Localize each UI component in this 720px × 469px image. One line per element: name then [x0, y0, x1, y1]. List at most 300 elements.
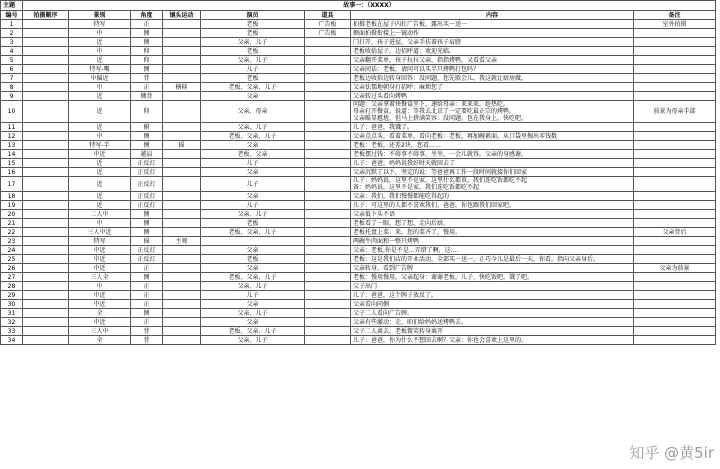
- cell-prop: [305, 318, 351, 327]
- table-row: [1, 20, 716, 29]
- cell-note: [634, 210, 716, 219]
- cell-no: 16: [1, 168, 23, 177]
- cell-no: 28: [1, 282, 23, 291]
- theme-label: 主题: [1, 1, 23, 11]
- cell-content: [351, 150, 634, 159]
- cell-prop: [305, 282, 351, 291]
- content-line: 两碗牛肉面和一整只烤鸭: [353, 237, 420, 245]
- cell-no: 33: [1, 327, 23, 336]
- cell-move: [163, 177, 201, 192]
- cell-content: [351, 318, 634, 327]
- table-row: [1, 168, 716, 177]
- content-line: 父亲低下头不语: [353, 210, 396, 218]
- cell-order: [23, 56, 69, 65]
- cell-angle: 正反打: [131, 246, 163, 255]
- cell-angle: 摇: [131, 237, 163, 246]
- cell-no: 1: [1, 20, 23, 29]
- header-shot: 景别: [69, 11, 131, 20]
- cell-shot: 近: [69, 101, 131, 123]
- cell-move: [163, 309, 201, 318]
- cell-move: [163, 201, 201, 210]
- cell-move: [163, 300, 201, 309]
- cell-shot: 近: [69, 201, 131, 210]
- cell-content: [351, 309, 634, 318]
- cell-angle: 正反打: [131, 192, 163, 201]
- cell-angle: 侧: [131, 65, 163, 74]
- cell-note: 前景为母亲手部: [634, 101, 716, 123]
- cell-prop: [305, 192, 351, 201]
- cell-order: [23, 192, 69, 201]
- cell-angle: 侧: [131, 29, 163, 38]
- cell-angle: 正: [131, 83, 163, 92]
- cell-content: [351, 237, 634, 246]
- cell-shot: 近: [69, 123, 131, 132]
- cell-content: [351, 273, 634, 282]
- content-line: 老板托盘上菜：来，您的菜齐了，慢用。: [353, 228, 462, 236]
- cell-order: [23, 291, 69, 300]
- cell-prop: [305, 228, 351, 237]
- cell-prop: [305, 168, 351, 177]
- content-line: 老板收拾屋子，边招呼道：欢迎光临。: [353, 47, 456, 55]
- cell-note: [634, 132, 716, 141]
- cell-shot: 中近: [69, 150, 131, 159]
- table-row: [1, 74, 716, 83]
- cell-move: 横移: [163, 83, 201, 92]
- cell-no: 23: [1, 237, 23, 246]
- cell-shot: 中近: [69, 300, 131, 309]
- cell-note: [634, 327, 716, 336]
- cell-actor: 父亲: [201, 192, 305, 201]
- cell-order: [23, 101, 69, 123]
- cell-move: [163, 192, 201, 201]
- cell-note: [634, 168, 716, 177]
- cell-angle: 背: [131, 74, 163, 83]
- cell-prop: [305, 300, 351, 309]
- cell-prop: [305, 159, 351, 168]
- cell-shot: 近: [69, 177, 131, 192]
- cell-content: [351, 123, 634, 132]
- cell-no: 22: [1, 228, 23, 237]
- cell-note: [634, 123, 716, 132]
- cell-move: [163, 336, 201, 345]
- cell-content: [351, 168, 634, 177]
- header-order: 拍摄顺序: [23, 11, 69, 20]
- cell-move: [163, 210, 201, 219]
- cell-note: [634, 318, 716, 327]
- table-row: [1, 309, 716, 318]
- cell-content: [351, 177, 634, 192]
- cell-actor: 父亲: [201, 318, 305, 327]
- cell-angle: 侧: [131, 309, 163, 318]
- cell-order: [23, 83, 69, 92]
- header-note: 备注: [634, 11, 716, 20]
- cell-actor: 父亲: [201, 300, 305, 309]
- cell-note: [634, 291, 716, 300]
- table-row: [1, 300, 716, 309]
- cell-content: [351, 132, 634, 141]
- cell-shot: 全: [69, 336, 131, 345]
- cell-no: 2: [1, 29, 23, 38]
- cell-prop: [305, 132, 351, 141]
- header-angle: 角度: [131, 11, 163, 20]
- cell-actor: 儿子: [201, 201, 305, 210]
- cell-shot: 中近: [69, 255, 131, 264]
- cell-angle: 背: [131, 336, 163, 345]
- cell-shot: 三人中: [69, 327, 131, 336]
- cell-order: [23, 336, 69, 345]
- cell-actor: 老板: [201, 29, 305, 38]
- table-row: [1, 264, 716, 273]
- cell-note: [634, 92, 716, 101]
- content-line: 父子二人看向广告牌。: [353, 309, 414, 317]
- cell-shot: 近: [69, 92, 131, 101]
- cell-content: [351, 228, 634, 237]
- cell-no: 7: [1, 74, 23, 83]
- cell-order: [23, 47, 69, 56]
- cell-no: 25: [1, 255, 23, 264]
- table-row: [1, 101, 716, 123]
- cell-order: [23, 201, 69, 210]
- cell-prop: 广告板: [305, 20, 351, 29]
- cell-angle: 侧: [131, 132, 163, 141]
- cell-content: [351, 282, 634, 291]
- cell-move: [163, 65, 201, 74]
- table-row: [1, 273, 716, 282]
- content-line: 父亲点点头，看着菜单，看向老板：老板，再加碗素面。从口袋里掏出零钱数: [353, 132, 558, 140]
- cell-note: [634, 201, 716, 210]
- table-row: [1, 177, 716, 192]
- cell-move: [163, 29, 201, 38]
- cell-prop: [305, 65, 351, 74]
- cell-no: 34: [1, 336, 23, 345]
- table-row: [1, 192, 716, 201]
- cell-order: [23, 219, 69, 228]
- cell-note: 室外拍摄: [634, 20, 716, 29]
- cell-note: [634, 47, 716, 56]
- cell-actor: 老板: [201, 219, 305, 228]
- cell-angle: 正反打: [131, 201, 163, 210]
- cell-move: [163, 264, 201, 273]
- cell-prop: 广告板: [305, 29, 351, 38]
- content-line: 老板摆过钱：不碍事不碍事，坐坐，一会儿就得。父亲的身感谢。: [353, 150, 528, 158]
- cell-content: [351, 83, 634, 92]
- cell-shot: 中: [69, 219, 131, 228]
- cell-no: 20: [1, 210, 23, 219]
- cell-angle: 正: [131, 300, 163, 309]
- cell-order: [23, 255, 69, 264]
- cell-move: [163, 282, 201, 291]
- cell-shot: 中: [69, 47, 131, 56]
- cell-prop: [305, 219, 351, 228]
- cell-actor: 儿子: [201, 159, 305, 168]
- cell-angle: 正: [131, 20, 163, 29]
- cell-no: 10: [1, 101, 23, 123]
- cell-order: [23, 327, 69, 336]
- cell-actor: 儿子: [201, 291, 305, 300]
- cell-angle: 正: [131, 264, 163, 273]
- cell-move: [163, 132, 201, 141]
- cell-angle: 侧: [131, 141, 163, 150]
- cell-angle: 正反打: [131, 168, 163, 177]
- cell-note: [634, 273, 716, 282]
- cell-prop: [305, 150, 351, 159]
- content-line: 侧面拍摄衔接上一镜动作: [353, 29, 420, 37]
- content-line: 问题：父亲拿着快餐盒坐下，递给母亲：来来来，趁热吃。: [353, 101, 510, 108]
- cell-content: [351, 159, 634, 168]
- cell-content: [351, 38, 634, 47]
- story-title: 故事一：（XXXX）: [23, 1, 716, 11]
- cell-prop: [305, 255, 351, 264]
- cell-angle: 侧: [131, 228, 163, 237]
- cell-move: [163, 101, 201, 123]
- table-row: [1, 246, 716, 255]
- cell-prop: [305, 273, 351, 282]
- cell-content: [351, 20, 634, 29]
- cell-content: [351, 47, 634, 56]
- cell-order: [23, 20, 69, 29]
- table-row: [1, 336, 716, 345]
- cell-order: [23, 29, 69, 38]
- content-line: 老板：老板，还差2块，您看……: [353, 141, 441, 149]
- cell-shot: 中近: [69, 246, 131, 255]
- cell-note: [634, 74, 716, 83]
- table-row: [1, 237, 716, 246]
- cell-move: [163, 20, 201, 29]
- cell-move: [163, 168, 201, 177]
- cell-content: [351, 264, 634, 273]
- cell-actor: 老板、父亲、儿子: [201, 228, 305, 237]
- cell-no: 6: [1, 65, 23, 74]
- header-row: [1, 11, 716, 20]
- cell-actor: 父亲: [201, 168, 305, 177]
- cell-actor: 父亲、儿子: [201, 210, 305, 219]
- cell-shot: 近: [69, 56, 131, 65]
- cell-actor: 老板、父亲、儿子: [201, 83, 305, 92]
- cell-prop: [305, 83, 351, 92]
- cell-move: [163, 219, 201, 228]
- header-no: 编号: [1, 11, 23, 20]
- cell-shot: 三人中近: [69, 228, 131, 237]
- cell-actor: 儿子: [201, 65, 305, 74]
- cell-actor: 父亲: [201, 92, 305, 101]
- cell-order: [23, 159, 69, 168]
- cell-move: [163, 246, 201, 255]
- cell-actor: 老板、父亲、儿子: [201, 273, 305, 282]
- cell-shot: 二人中: [69, 210, 131, 219]
- table-row: [1, 141, 716, 150]
- content-line: 父子二人离去，老板微笑转身离开: [353, 327, 444, 335]
- cell-shot: 特写: [69, 20, 131, 29]
- cell-shot: 近: [69, 192, 131, 201]
- cell-prop: [305, 47, 351, 56]
- cell-order: [23, 150, 69, 159]
- cell-shot: 中近: [69, 264, 131, 273]
- cell-shot: 特写-嘴: [69, 65, 131, 74]
- cell-angle: 侧: [131, 210, 163, 219]
- cell-order: [23, 132, 69, 141]
- content-line: 儿子：爸爸，你为什么不想回去啊？父亲：你也会喜欢上这里的。: [353, 336, 528, 344]
- cell-shot: 中: [69, 282, 131, 291]
- cell-angle: 正: [131, 291, 163, 300]
- cell-order: [23, 168, 69, 177]
- cell-angle: 背: [131, 327, 163, 336]
- cell-note: [634, 309, 716, 318]
- cell-content: [351, 65, 634, 74]
- cell-prop: [305, 210, 351, 219]
- table-row: [1, 47, 716, 56]
- cell-note: [634, 300, 716, 309]
- table-row: [1, 38, 716, 47]
- content-line: 拍摄老板在屋子内扛广告板，露出买一送一: [353, 20, 468, 28]
- cell-order: [23, 92, 69, 101]
- cell-note: [634, 38, 716, 47]
- cell-move: [163, 255, 201, 264]
- cell-no: 4: [1, 47, 23, 56]
- cell-content: [351, 327, 634, 336]
- cell-order: [23, 237, 69, 246]
- cell-note: [634, 219, 716, 228]
- cell-content: [351, 219, 634, 228]
- cell-order: [23, 141, 69, 150]
- cell-content: [351, 246, 634, 255]
- cell-no: 15: [1, 159, 23, 168]
- cell-no: 8: [1, 83, 23, 92]
- cell-shot: 中: [69, 132, 131, 141]
- cell-note: [634, 282, 716, 291]
- cell-move: [163, 228, 201, 237]
- content-line: 父亲问话：老板，请问可以买半只烤鸭打包吗？: [353, 65, 480, 73]
- content-line: 儿子：可这里的人都不喜欢我们。爸爸，你也跟我们回家吧。: [353, 201, 516, 209]
- cell-content: [351, 29, 634, 38]
- content-line: 父亲翻开菜单，孩子拉拉父亲，指指烤鸭，又看看父亲: [353, 56, 498, 64]
- cell-content: [351, 141, 634, 150]
- cell-angle: 侧: [131, 38, 163, 47]
- table-row: [1, 92, 716, 101]
- cell-shot: 特写: [69, 237, 131, 246]
- cell-no: 19: [1, 201, 23, 210]
- cell-move: [163, 150, 201, 159]
- cell-content: [351, 74, 634, 83]
- cell-prop: [305, 327, 351, 336]
- cell-prop: [305, 123, 351, 132]
- cell-note: 父亲为前景: [634, 264, 716, 273]
- cell-content: [351, 336, 634, 345]
- header-move: 镜头运动: [163, 11, 201, 20]
- cell-actor: 父亲、儿子: [201, 282, 305, 291]
- table-row: [1, 65, 716, 74]
- cell-no: 30: [1, 300, 23, 309]
- cell-shot: 特写-手: [69, 141, 131, 150]
- cell-order: [23, 123, 69, 132]
- cell-move: [163, 38, 201, 47]
- table-row: [1, 123, 716, 132]
- cell-note: [634, 150, 716, 159]
- content-line: 儿子：爸爸，妈妈说我好时天就回去了: [353, 159, 456, 167]
- table-row: [1, 132, 716, 141]
- cell-prop: [305, 201, 351, 210]
- table-row: [1, 210, 716, 219]
- cell-no: 11: [1, 123, 23, 132]
- table-row: [1, 291, 716, 300]
- cell-angle: 侧背: [131, 92, 163, 101]
- cell-prop: [305, 92, 351, 101]
- cell-actor: 老板、父亲、儿子: [201, 327, 305, 336]
- cell-no: 31: [1, 309, 23, 318]
- cell-angle: 正反打: [131, 177, 163, 192]
- table-row: [1, 219, 716, 228]
- cell-note: [634, 159, 716, 168]
- table-row: [1, 282, 716, 291]
- cell-move: [163, 273, 201, 282]
- cell-order: [23, 228, 69, 237]
- cell-prop: [305, 291, 351, 300]
- cell-prop: [305, 74, 351, 83]
- cell-content: [351, 291, 634, 300]
- content-line: 儿子：妈妈说，这里不是家，这里什么都贵，我们连吃饭都吃不起: [353, 177, 528, 184]
- cell-actor: 父亲、儿子: [201, 56, 305, 65]
- cell-note: 父亲背后: [634, 228, 716, 237]
- content-line: 儿子：爸爸，我饿了。: [353, 123, 414, 131]
- table-row: [1, 255, 716, 264]
- cell-actor: 老板: [201, 255, 305, 264]
- cell-note: [634, 255, 716, 264]
- cell-move: [163, 327, 201, 336]
- cell-angle: 侧: [131, 273, 163, 282]
- content-line: 父亲有些激动：走，咱们给妈妈送烤鸭去。: [353, 318, 468, 326]
- cell-order: [23, 273, 69, 282]
- cell-no: 9: [1, 92, 23, 101]
- cell-no: 5: [1, 56, 23, 65]
- table-row: [1, 29, 716, 38]
- cell-shot: 中: [69, 29, 131, 38]
- cell-angle: 仰: [131, 56, 163, 65]
- cell-no: 26: [1, 264, 23, 273]
- cell-prop: [305, 237, 351, 246]
- cell-note: [634, 65, 716, 74]
- cell-actor: 老板: [201, 74, 305, 83]
- cell-content: [351, 201, 634, 210]
- cell-order: [23, 65, 69, 74]
- table-row: [1, 201, 716, 210]
- content-line: 父亲略显尴尬，但马上挤满笑容：没问题，包在我身上，快吃吧。: [353, 115, 528, 122]
- cell-prop: [305, 38, 351, 47]
- header-content: 内容: [351, 11, 634, 20]
- cell-shot: 近: [69, 38, 131, 47]
- cell-actor: 老板、父亲、儿子: [201, 132, 305, 141]
- table-row: [1, 56, 716, 65]
- cell-no: 3: [1, 38, 23, 47]
- cell-prop: [305, 336, 351, 345]
- cell-angle: 正反打: [131, 255, 163, 264]
- content-line: 父子出门: [353, 282, 378, 290]
- cell-no: 12: [1, 132, 23, 141]
- content-line: 老板边收拾边转身回答：没问题，您先歇会儿，我这就让厨房做。: [353, 74, 528, 82]
- content-line: 父亲：老板,你是不是...弄错了啊，这....: [353, 246, 459, 254]
- cell-order: [23, 300, 69, 309]
- cell-angle: 俯: [131, 123, 163, 132]
- cell-prop: [305, 101, 351, 123]
- cell-prop: [305, 309, 351, 318]
- cell-prop: [305, 56, 351, 65]
- cell-move: 摇: [163, 141, 201, 150]
- cell-actor: 父亲: [201, 246, 305, 255]
- cell-content: [351, 210, 634, 219]
- cell-actor: 父亲、儿子: [201, 309, 305, 318]
- cell-order: [23, 282, 69, 291]
- content-line: 父亲转身，看到广告牌: [353, 264, 414, 272]
- header-actor: 演员: [201, 11, 305, 20]
- content-line: 父亲转过头看向烤鸭: [353, 92, 408, 100]
